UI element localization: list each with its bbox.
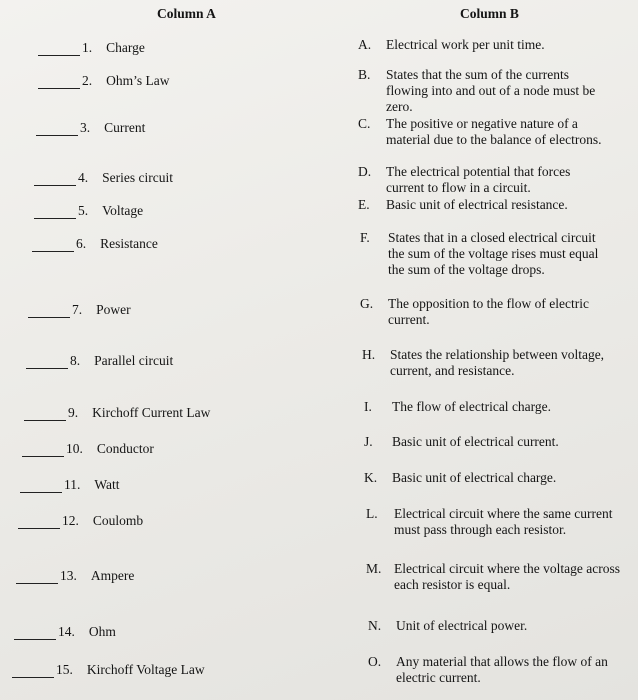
- definition-text: The opposition to the flow of electric current.: [388, 296, 589, 327]
- definition-letter: I.: [364, 399, 372, 414]
- question-row: [24, 403, 210, 421]
- question-row: [36, 118, 145, 136]
- question-term: Coulomb: [92, 513, 144, 528]
- question-number: 8.: [70, 353, 81, 368]
- answer-blank[interactable]: [32, 237, 74, 252]
- definition-letter: F.: [360, 230, 370, 245]
- question-term: Ohm: [88, 624, 116, 639]
- definition-text: States that the sum of the currents flowing into and out of a node must be zero.: [386, 67, 596, 114]
- question-term: Conductor: [96, 441, 154, 456]
- question-number: 12.: [62, 513, 79, 528]
- answer-blank[interactable]: [26, 354, 68, 369]
- definition-item: [358, 164, 610, 196]
- definition-letter: G.: [360, 296, 374, 311]
- question-number: 10.: [66, 441, 83, 456]
- answer-blank[interactable]: [28, 303, 70, 318]
- question-number: 15.: [56, 662, 73, 677]
- definition-item: [364, 434, 624, 450]
- question-term: Watt: [94, 477, 120, 492]
- definition-letter: H.: [362, 347, 376, 362]
- question-term: Parallel circuit: [94, 353, 174, 368]
- definition-item: [366, 561, 630, 593]
- answer-blank[interactable]: [38, 41, 80, 56]
- question-number: 7.: [72, 302, 83, 317]
- question-row: [20, 475, 120, 493]
- question-row: [16, 566, 134, 584]
- question-term: Power: [96, 302, 131, 317]
- question-term: Charge: [106, 40, 145, 55]
- definition-text: Electrical circuit where the voltage across each resistor is equal.: [394, 561, 621, 592]
- answer-blank[interactable]: [20, 478, 62, 493]
- question-row: [38, 71, 170, 89]
- definition-text: Electrical circuit where the same current must pass through each resistor.: [394, 506, 613, 537]
- question-row: [28, 300, 131, 318]
- question-number: 3.: [80, 120, 91, 135]
- definition-letter: K.: [364, 470, 378, 485]
- question-number: 4.: [78, 170, 89, 185]
- answer-blank[interactable]: [34, 204, 76, 219]
- question-term: Series circuit: [102, 170, 173, 185]
- definition-letter: A.: [358, 37, 372, 52]
- definition-text: Basic unit of electrical resistance.: [386, 197, 568, 212]
- definition-item: [358, 67, 598, 115]
- definition-item: [360, 230, 610, 278]
- answer-blank[interactable]: [34, 171, 76, 186]
- definition-item: [358, 116, 606, 148]
- question-number: 5.: [78, 203, 89, 218]
- question-term: Voltage: [102, 203, 144, 218]
- definition-item: [358, 37, 616, 53]
- definition-item: [368, 618, 630, 634]
- question-term: Kirchoff Current Law: [92, 405, 211, 420]
- question-row: [32, 234, 158, 252]
- question-row: [38, 38, 145, 56]
- definition-text: Basic unit of electrical charge.: [392, 470, 557, 485]
- definition-item: [360, 296, 600, 328]
- answer-blank[interactable]: [24, 406, 66, 421]
- column-a-header: Column A: [157, 6, 216, 21]
- answer-blank[interactable]: [36, 121, 78, 136]
- definition-text: The positive or negative nature of a material due to the balance of electrons.: [386, 116, 602, 147]
- question-term: Ampere: [90, 568, 135, 583]
- answer-blank[interactable]: [22, 442, 64, 457]
- question-row: [12, 660, 205, 678]
- answer-blank[interactable]: [16, 569, 58, 584]
- question-number: 14.: [58, 624, 75, 639]
- answer-blank[interactable]: [38, 74, 80, 89]
- question-row: [34, 168, 173, 186]
- definition-text: Any material that allows the flow of an electric current.: [396, 654, 608, 685]
- definition-text: States that in a closed electrical circuit the sum of the voltage rises must equal the sum of the voltage drops.: [388, 230, 599, 277]
- definition-letter: L.: [366, 506, 378, 521]
- definition-letter: D.: [358, 164, 372, 179]
- definition-letter: E.: [358, 197, 370, 212]
- answer-blank[interactable]: [12, 663, 54, 678]
- definition-letter: O.: [368, 654, 382, 669]
- question-row: [14, 622, 116, 640]
- question-number: 11.: [64, 477, 81, 492]
- definition-item: [368, 654, 634, 686]
- answer-blank[interactable]: [18, 514, 60, 529]
- question-number: 2.: [82, 73, 93, 88]
- question-number: 6.: [76, 236, 87, 251]
- definition-item: [362, 347, 618, 379]
- question-row: [18, 511, 143, 529]
- question-number: 9.: [68, 405, 79, 420]
- definition-letter: N.: [368, 618, 382, 633]
- definition-letter: M.: [366, 561, 382, 576]
- definition-item: [364, 399, 624, 415]
- definition-text: Basic unit of electrical current.: [392, 434, 559, 449]
- answer-blank[interactable]: [14, 625, 56, 640]
- column-b-header: Column B: [460, 6, 519, 21]
- definition-item: [364, 470, 624, 486]
- definition-item: [358, 197, 620, 213]
- question-term: Ohm’s Law: [106, 73, 170, 88]
- definition-text: States the relationship between voltage, current, and resistance.: [390, 347, 605, 378]
- definition-letter: J.: [364, 434, 373, 449]
- question-row: [26, 351, 173, 369]
- question-number: 13.: [60, 568, 77, 583]
- definition-item: [366, 506, 616, 538]
- definition-text: The flow of electrical charge.: [392, 399, 552, 414]
- question-number: 1.: [82, 40, 93, 55]
- question-row: [22, 439, 154, 457]
- definition-text: The electrical potential that forces current to flow in a circuit.: [386, 164, 571, 195]
- definition-letter: C.: [358, 116, 371, 131]
- definition-text: Unit of electrical power.: [396, 618, 528, 633]
- question-row: [34, 201, 143, 219]
- question-term: Current: [104, 120, 146, 135]
- definition-letter: B.: [358, 67, 371, 82]
- question-term: Kirchoff Voltage Law: [86, 662, 205, 677]
- definition-text: Electrical work per unit time.: [386, 37, 545, 52]
- question-term: Resistance: [100, 236, 158, 251]
